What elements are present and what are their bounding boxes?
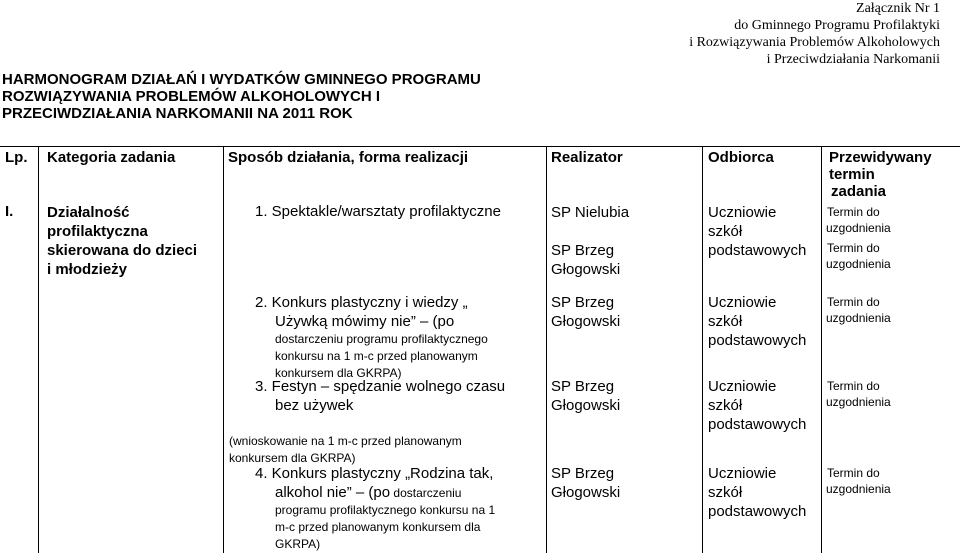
term-line: Termin do — [827, 241, 880, 255]
category-cell — [47, 203, 197, 279]
header-category: Kategoria zadania — [47, 149, 176, 166]
annex-line: i Rozwiązywania Problemów Alkoholowych — [689, 35, 940, 50]
task-2-recipient — [708, 293, 806, 350]
method-line: Używką mówimy nie” – (po — [275, 313, 455, 330]
row-number: I. — [5, 203, 14, 220]
header-method: Sposób działania, forma realizacji — [228, 149, 469, 166]
term-line: uzgodnienia — [826, 257, 891, 271]
task-1-realizer — [551, 203, 629, 279]
realizer-line: Głogowski — [551, 397, 621, 414]
method-note — [255, 331, 488, 382]
term-line: Termin do — [827, 205, 880, 219]
task-4-term — [826, 465, 891, 497]
recipient-line: podstawowych — [708, 242, 807, 259]
recipient-line: Uczniowie — [708, 294, 777, 311]
realizer-line — [551, 222, 629, 241]
title-line: HARMONOGRAM DZIAŁAŃ I WYDATKÓW GMINNEGO PROGRAMU — [2, 71, 481, 88]
method-line: 3. Festyn – spędzanie wolnego czasu — [255, 378, 506, 395]
category-line: skierowana do dzieci — [47, 242, 198, 259]
task-2-realizer — [551, 293, 620, 331]
task-1-term — [826, 204, 891, 272]
realizer-line: SP Brzeg — [551, 242, 615, 259]
recipient-line: Uczniowie — [708, 465, 777, 482]
realizer-line: Głogowski — [551, 313, 621, 330]
recipient-line: szkół — [708, 484, 743, 501]
method-line — [255, 483, 495, 502]
annex-line: i Przeciwdziałania Narkomanii — [766, 52, 940, 67]
header-lp: Lp. — [5, 149, 28, 166]
annex-line: Załącznik Nr 1 — [856, 1, 940, 16]
title-line: ROZWIĄZYWANIA PROBLEMÓW ALKOHOLOWYCH I — [2, 88, 381, 105]
annex-line: do Gminnego Programu Profilaktyki — [734, 18, 940, 33]
term-line: uzgodnienia — [826, 311, 891, 325]
note-line: m-c przed planowanym konkursem dla — [275, 520, 481, 534]
recipient-line: Uczniowie — [708, 204, 777, 221]
category-line: i młodzieży — [47, 261, 128, 278]
column-divider — [38, 147, 39, 553]
task-3-realizer — [551, 377, 620, 415]
realizer-line: Głogowski — [551, 484, 621, 501]
task-3-recipient — [708, 377, 806, 434]
task-3-method — [255, 377, 505, 415]
recipient-line: szkół — [708, 397, 743, 414]
method-line: 2. Konkurs plastyczny i wiedzy „ — [255, 294, 468, 311]
note-line: (wnioskowanie na 1 m-c przed planowanym — [229, 434, 462, 448]
note-line: konkursu na 1 m-c przed planowanym — [275, 349, 478, 363]
realizer-line: SP Nielubia — [551, 204, 630, 221]
task-1-method: 1. Spektakle/warsztaty profilaktyczne — [255, 203, 501, 220]
table-top-border — [0, 146, 960, 147]
column-divider — [223, 147, 224, 553]
term-line: Termin do — [827, 466, 880, 480]
method-line: bez używek — [275, 397, 354, 414]
task-2-term — [826, 294, 891, 326]
header-realizer: Realizator — [551, 149, 623, 166]
recipient-line: podstawowych — [708, 503, 807, 520]
task-4-method — [255, 464, 495, 553]
task-4-realizer — [551, 464, 620, 502]
header-term — [829, 149, 960, 200]
term-line: Termin do — [827, 379, 880, 393]
header-recipient: Odbiorca — [708, 149, 774, 166]
header-term-line: Przewidywany — [829, 149, 932, 166]
note-line: konkursem dla GKRPA) — [275, 366, 402, 380]
note-line: dostarczeniu programu profilaktycznego — [275, 332, 488, 346]
method-line: 4. Konkurs plastyczny „Rodzina tak, — [255, 465, 494, 482]
term-line: uzgodnienia — [826, 395, 891, 409]
realizer-line: SP Brzeg — [551, 294, 615, 311]
header-term-line: zadania — [831, 183, 887, 200]
task-3-term — [826, 378, 891, 410]
recipient-line: Uczniowie — [708, 378, 777, 395]
annex-note — [689, 0, 940, 68]
note-line: programu profilaktycznego konkursu na 1 — [275, 503, 496, 517]
header-term-line: termin — [829, 166, 875, 183]
task-1-recipient — [708, 203, 806, 260]
realizer-line: Głogowski — [551, 261, 621, 278]
term-line: uzgodnienia — [826, 482, 891, 496]
category-line: Działalność — [47, 204, 130, 221]
term-line: uzgodnienia — [826, 221, 891, 235]
task-4-recipient — [708, 464, 806, 521]
recipient-line: szkół — [708, 223, 743, 240]
title-line: PRZECIWDZIAŁANIA NARKOMANII NA 2011 ROK — [2, 105, 353, 122]
method-text: alkohol nie” – (po — [275, 484, 391, 501]
task-2-method — [255, 293, 488, 382]
note-inline: dostarczeniu — [390, 486, 462, 500]
document-title — [2, 71, 481, 122]
realizer-line: SP Brzeg — [551, 465, 615, 482]
term-line: Termin do — [827, 295, 880, 309]
task-3-note — [229, 433, 462, 467]
realizer-line: SP Brzeg — [551, 378, 615, 395]
recipient-line: szkół — [708, 313, 743, 330]
column-divider — [546, 147, 547, 553]
note-line: konkursem dla GKRPA) — [229, 451, 356, 465]
recipient-line: podstawowych — [708, 416, 807, 433]
column-divider — [821, 147, 822, 553]
column-divider — [702, 147, 703, 553]
recipient-line: podstawowych — [708, 332, 807, 349]
category-line: profilaktyczna — [47, 223, 148, 240]
note-line: GKRPA) — [275, 537, 321, 551]
method-note — [255, 502, 495, 553]
